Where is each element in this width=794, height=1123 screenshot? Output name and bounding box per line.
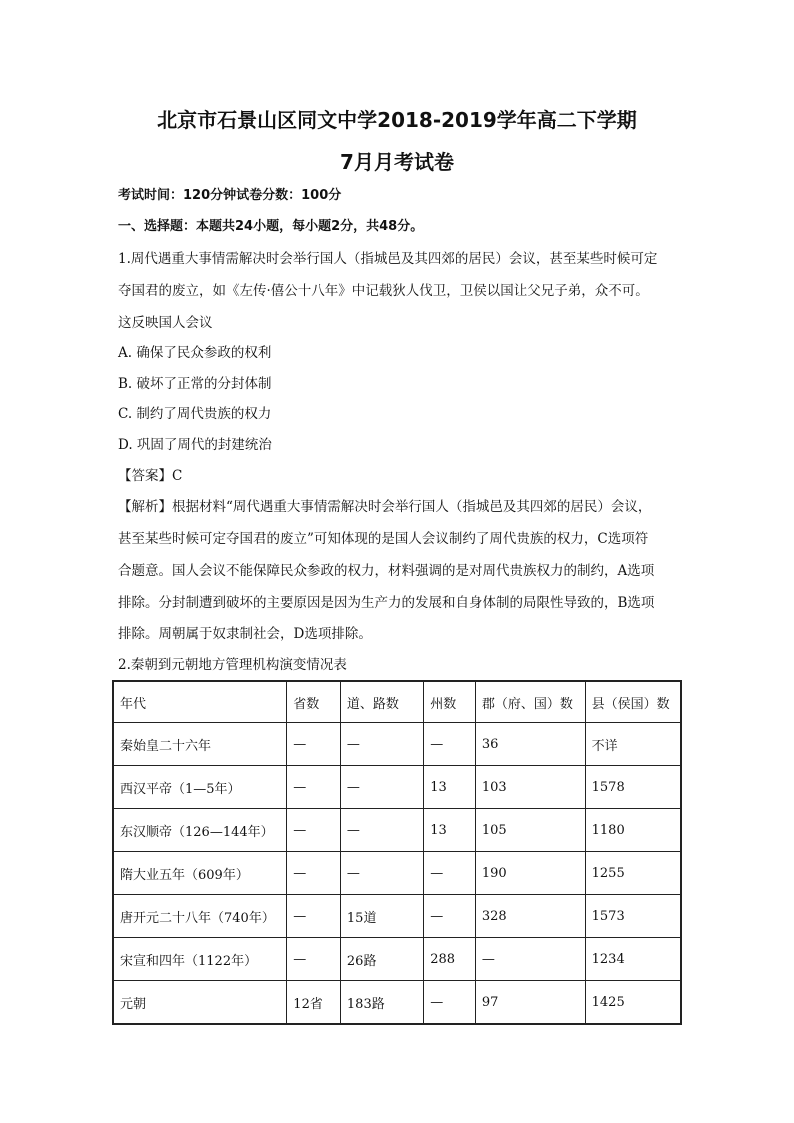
table-header-cell: 县（侯国）数 bbox=[585, 681, 681, 723]
q1-option-a: A. 确保了民众参政的权利 bbox=[118, 345, 272, 361]
table-cell: 15道 bbox=[340, 895, 423, 938]
q1-stem-line: 1.周代遇重大事情需解决时会举行国人（指城邑及其四郊的居民）会议，甚至某些时候可定 bbox=[118, 251, 658, 267]
table-cell: 13 bbox=[424, 809, 476, 852]
table-cell: 328 bbox=[475, 895, 585, 938]
q1-stem-line: 夺国君的废立，如《左传·僖公十八年》中记载狄人伐卫，卫侯以国让父兄子弟，众不可。 bbox=[118, 283, 649, 299]
q1-analysis-line: 合题意。国人会议不能保障民众参政的权力，材料强调的是对周代贵族权力的制约，A选项 bbox=[118, 563, 655, 579]
table-cell: 97 bbox=[475, 981, 585, 1025]
table-cell: — bbox=[287, 852, 341, 895]
table-header-cell: 道、路数 bbox=[340, 681, 423, 723]
q2-stem: 2.秦朝到元朝地方管理机构演变情况表 bbox=[118, 657, 347, 673]
table-header-cell: 州数 bbox=[424, 681, 476, 723]
table-cell: — bbox=[424, 895, 476, 938]
table-cell: 105 bbox=[475, 809, 585, 852]
q1-stem-line: 这反映国人会议 bbox=[118, 315, 213, 331]
table-cell: 不详 bbox=[585, 723, 681, 766]
table-cell: — bbox=[424, 852, 476, 895]
table-cell: 1255 bbox=[585, 852, 681, 895]
table-cell: 1425 bbox=[585, 981, 681, 1025]
exam-title-line1: 北京市石景山区同文中学2018-2019学年高二下学期 bbox=[157, 108, 637, 132]
table-cell: — bbox=[287, 895, 341, 938]
table-cell: 1180 bbox=[585, 809, 681, 852]
table-cell: — bbox=[287, 809, 341, 852]
q1-analysis-line: 排除。分封制遭到破坏的主要原因是因为生产力的发展和自身体制的局限性导致的，B选项 bbox=[118, 595, 655, 611]
table-cell: 唐开元二十八年（740年） bbox=[113, 895, 287, 938]
table-cell: — bbox=[475, 938, 585, 981]
table-cell: 26路 bbox=[340, 938, 423, 981]
table-cell: — bbox=[340, 766, 423, 809]
q1-option-b: B. 破坏了正常的分封体制 bbox=[118, 376, 272, 392]
table-cell: 288 bbox=[424, 938, 476, 981]
table-cell: 13 bbox=[424, 766, 476, 809]
q1-analysis-line: 排除。周朝属于奴隶制社会，D选项排除。 bbox=[118, 626, 372, 642]
table-row bbox=[113, 981, 681, 1025]
table-cell: — bbox=[287, 723, 341, 766]
table-row bbox=[113, 852, 681, 895]
table-row bbox=[113, 809, 681, 852]
table-row bbox=[113, 723, 681, 766]
table-cell: — bbox=[287, 766, 341, 809]
q1-option-d: D. 巩固了周代的封建统治 bbox=[118, 437, 272, 453]
table-cell: — bbox=[287, 938, 341, 981]
table-row bbox=[113, 766, 681, 809]
table-cell: — bbox=[424, 981, 476, 1025]
table-cell: 183路 bbox=[340, 981, 423, 1025]
table-cell: 1578 bbox=[585, 766, 681, 809]
q1-analysis-line: 甚至某些时候可定夺国君的废立”可知体现的是国人会议制约了周代贵族的权力，C选项符 bbox=[118, 531, 649, 547]
table-row bbox=[113, 938, 681, 981]
table-cell: 秦始皇二十六年 bbox=[113, 723, 287, 766]
admin-evolution-table bbox=[112, 680, 682, 1025]
table-cell: 隋大业五年（609年） bbox=[113, 852, 287, 895]
table-header-cell: 省数 bbox=[287, 681, 341, 723]
table-cell: 宋宣和四年（1122年） bbox=[113, 938, 287, 981]
table-cell: 103 bbox=[475, 766, 585, 809]
exam-title-line2: 7月月考试卷 bbox=[340, 150, 454, 174]
table-cell: 12省 bbox=[287, 981, 341, 1025]
table-cell: — bbox=[340, 809, 423, 852]
q1-option-c: C. 制约了周代贵族的权力 bbox=[118, 406, 272, 422]
q1-answer: 【答案】C bbox=[118, 468, 183, 484]
table-cell: 西汉平帝（1—5年） bbox=[113, 766, 287, 809]
table-cell: 元朝 bbox=[113, 981, 287, 1025]
table-cell: 东汉顺帝（126—144年） bbox=[113, 809, 287, 852]
table-cell: — bbox=[340, 852, 423, 895]
table-cell: 1573 bbox=[585, 895, 681, 938]
table-header-cell: 郡（府、国）数 bbox=[475, 681, 585, 723]
q1-analysis-line: 【解析】根据材料“周代遇重大事情需解决时会举行国人（指城邑及其四郊的居民）会议， bbox=[118, 499, 652, 515]
table-header-cell: 年代 bbox=[113, 681, 287, 723]
table-cell: 190 bbox=[475, 852, 585, 895]
section-heading: 一、选择题：本题共24小题，每小题2分，共48分。 bbox=[118, 219, 424, 234]
table-cell: — bbox=[340, 723, 423, 766]
exam-info: 考试时间：120分钟试卷分数：100分 bbox=[118, 188, 342, 203]
table-row bbox=[113, 895, 681, 938]
table-cell: — bbox=[424, 723, 476, 766]
table-cell: 1234 bbox=[585, 938, 681, 981]
table-cell: 36 bbox=[475, 723, 585, 766]
table-header-row bbox=[113, 681, 681, 723]
